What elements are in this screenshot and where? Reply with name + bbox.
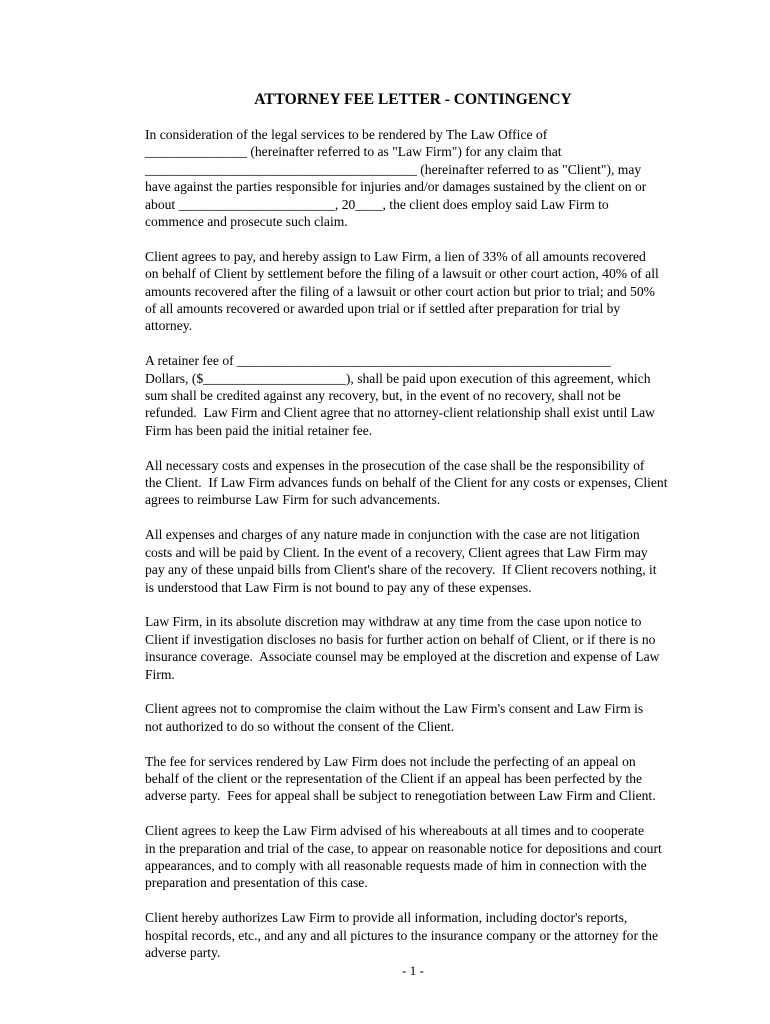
text-line: In consideration of the legal services to be rendered by The Law Office of (145, 127, 548, 142)
text-line: about _______________________, 20____, the client does employ said Law Firm to (145, 196, 609, 212)
text-line: ________________________________________ (hereinafter referred to as "Client"), may (145, 161, 642, 177)
paragraph-fee-percentages (128, 248, 700, 335)
text-line: insurance coverage. Associate counsel may be employed at the discretion and expense of Law (145, 649, 660, 665)
text-line: not authorized to do so without the consent of the Client. (145, 718, 455, 734)
document-body (128, 126, 700, 979)
text-line: the Client. If Law Firm advances funds on behalf of the Client for any costs or expenses, Client (145, 475, 668, 491)
text-line: All expenses and charges of any nature made in conjunction with the case are not litigation (145, 527, 640, 543)
text-line: amounts recovered after the filing of a lawsuit or other court action but prior to trial; and 50% (145, 283, 655, 299)
text-line: refunded. Law Firm and Client agree that no attorney-client relationship shall exist until Law (145, 405, 655, 421)
paragraph-costs-expenses (128, 457, 700, 509)
text-line: Firm. (145, 666, 175, 682)
paragraph-withdrawal (128, 613, 700, 683)
text-line: Dollars, ($_____________________), shall be paid upon execution of this agreement, which (145, 370, 651, 386)
paragraph-cooperation (128, 822, 700, 892)
text-line: attorney. (145, 318, 193, 334)
text-line: Client agrees not to compromise the claim without the Law Firm's consent and Law Firm is (145, 701, 644, 717)
text-line: appearances, and to comply with all reasonable requests made of him in connection with the (145, 857, 647, 873)
text-line: Client agrees to pay, and hereby assign to Law Firm, a lien of 33% of all amounts recovered (145, 248, 646, 264)
text-line: behalf of the client or the representation of the Client if an appeal has been perfected by the (145, 770, 643, 786)
text-line: Client if investigation discloses no basis for further action on behalf of Client, or if there is no (145, 631, 656, 647)
text-line: adverse party. Fees for appeal shall be subject to renegotiation between Law Firm and Client. (145, 788, 656, 804)
paragraph-authorization (128, 909, 700, 961)
text-line: A retainer fee of _______________________________________________________ (145, 353, 611, 369)
paragraph-consideration (128, 126, 700, 230)
paragraph-retainer-fee (128, 352, 700, 439)
text-line: Client hereby authorizes Law Firm to provide all information, including doctor's reports, (145, 910, 628, 926)
text-line: Law Firm, in its absolute discretion may withdraw at any time from the case upon notice to (145, 614, 642, 630)
text-line: pay any of these unpaid bills from Client's share of the recovery. If Client recovers nothing, it (145, 562, 657, 578)
text-line: agrees to reimburse Law Firm for such advancements. (145, 492, 441, 508)
text-line: All necessary costs and expenses in the prosecution of the case shall be the responsibility of (145, 457, 645, 473)
text-line: in the preparation and trial of the case, to appear on reasonable notice for depositions and court (145, 840, 662, 856)
text-line: Firm has been paid the initial retainer fee. (145, 422, 373, 438)
text-line: hospital records, etc., and any and all pictures to the insurance company or the attorney for the (145, 927, 658, 943)
paragraph-compromise (128, 700, 700, 735)
document-title: ATTORNEY FEE LETTER - CONTINGENCY (254, 91, 572, 108)
text-line: of all amounts recovered or awarded upon trial or if settled after preparation for trial by (145, 301, 621, 317)
paragraph-appeal (128, 753, 700, 805)
text-line: have against the parties responsible for injuries and/or damages sustained by the client on or (145, 179, 647, 195)
text-line: costs and will be paid by Client. In the event of a recovery, Client agrees that Law Firm may (145, 544, 648, 560)
text-line: sum shall be credited against any recovery, but, in the event of no recovery, shall not be (145, 388, 621, 404)
text-line: _______________ (hereinafter referred to as "Law Firm") for any claim that (145, 144, 562, 160)
text-line: Client agrees to keep the Law Firm advised of his whereabouts at all times and to cooperate (145, 823, 645, 839)
page-number: - 1 - (402, 963, 424, 978)
paragraph-expenses-charges (128, 526, 700, 596)
text-line: adverse party. (145, 944, 221, 960)
text-line: The fee for services rendered by Law Firm does not include the perfecting of an appeal on (145, 753, 636, 769)
text-line: commence and prosecute such claim. (145, 214, 348, 230)
text-line: is understood that Law Firm is not bound to pay any of these expenses. (145, 579, 532, 595)
text-line: on behalf of Client by settlement before the filing of a lawsuit or other court action, 40% of all (145, 266, 659, 282)
text-line: preparation and presentation of this case. (145, 875, 368, 891)
